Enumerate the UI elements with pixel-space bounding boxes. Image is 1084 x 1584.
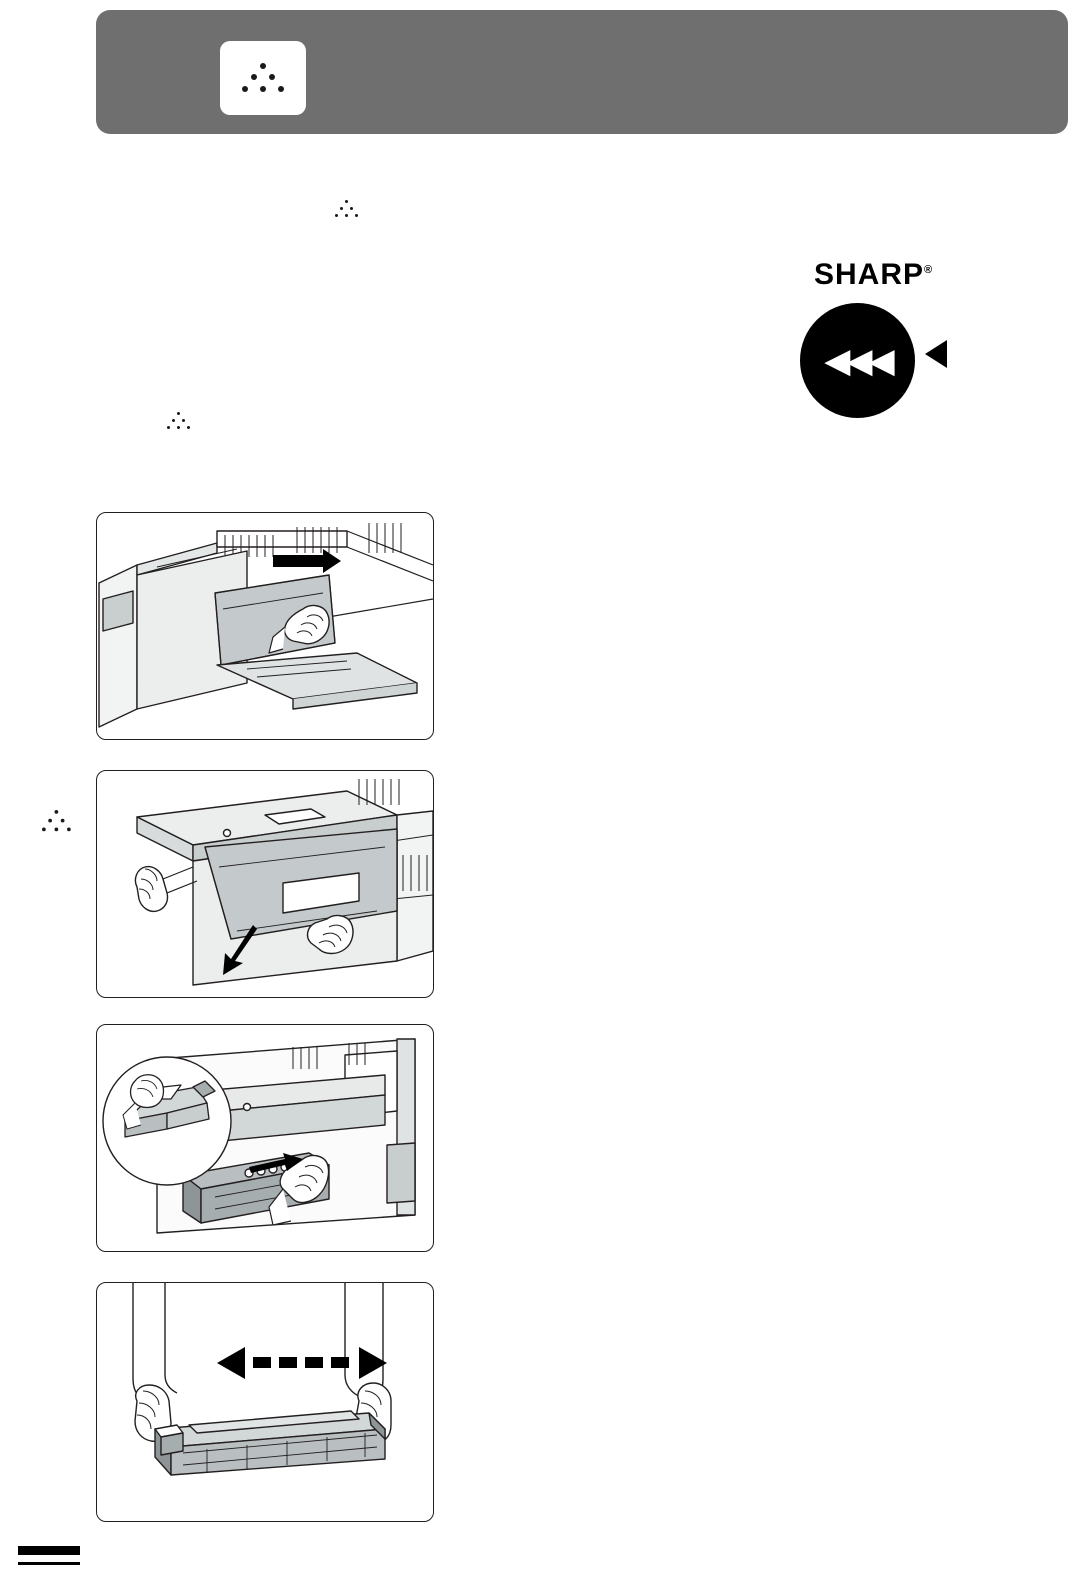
dot-mark-2-icon — [166, 408, 192, 432]
rewind-back-button[interactable] — [800, 303, 915, 418]
dot-pyramid-icon — [220, 41, 306, 115]
registered-mark: ® — [924, 264, 934, 276]
section-header-bar — [96, 10, 1068, 134]
figure-3-drawing — [97, 1025, 433, 1251]
page-edge-marker — [18, 1546, 80, 1555]
header-icon-box — [220, 41, 306, 115]
sharp-logo — [814, 258, 944, 292]
figure-4 — [96, 1282, 434, 1522]
dot-mark-3-icon — [41, 805, 74, 835]
brand-text: SHARP — [814, 258, 925, 291]
figure-3 — [96, 1024, 434, 1252]
figure-4-drawing — [97, 1283, 433, 1521]
rewind-icon: ◀◀◀ — [824, 341, 891, 380]
figure-1 — [96, 512, 434, 740]
figure-2-drawing — [97, 771, 433, 997]
page-edge-marker-thin — [18, 1562, 80, 1565]
dot-mark-1-icon — [334, 196, 360, 220]
figure-1-drawing — [97, 513, 433, 739]
left-triangle-icon[interactable] — [925, 340, 947, 368]
figure-2 — [96, 770, 434, 998]
